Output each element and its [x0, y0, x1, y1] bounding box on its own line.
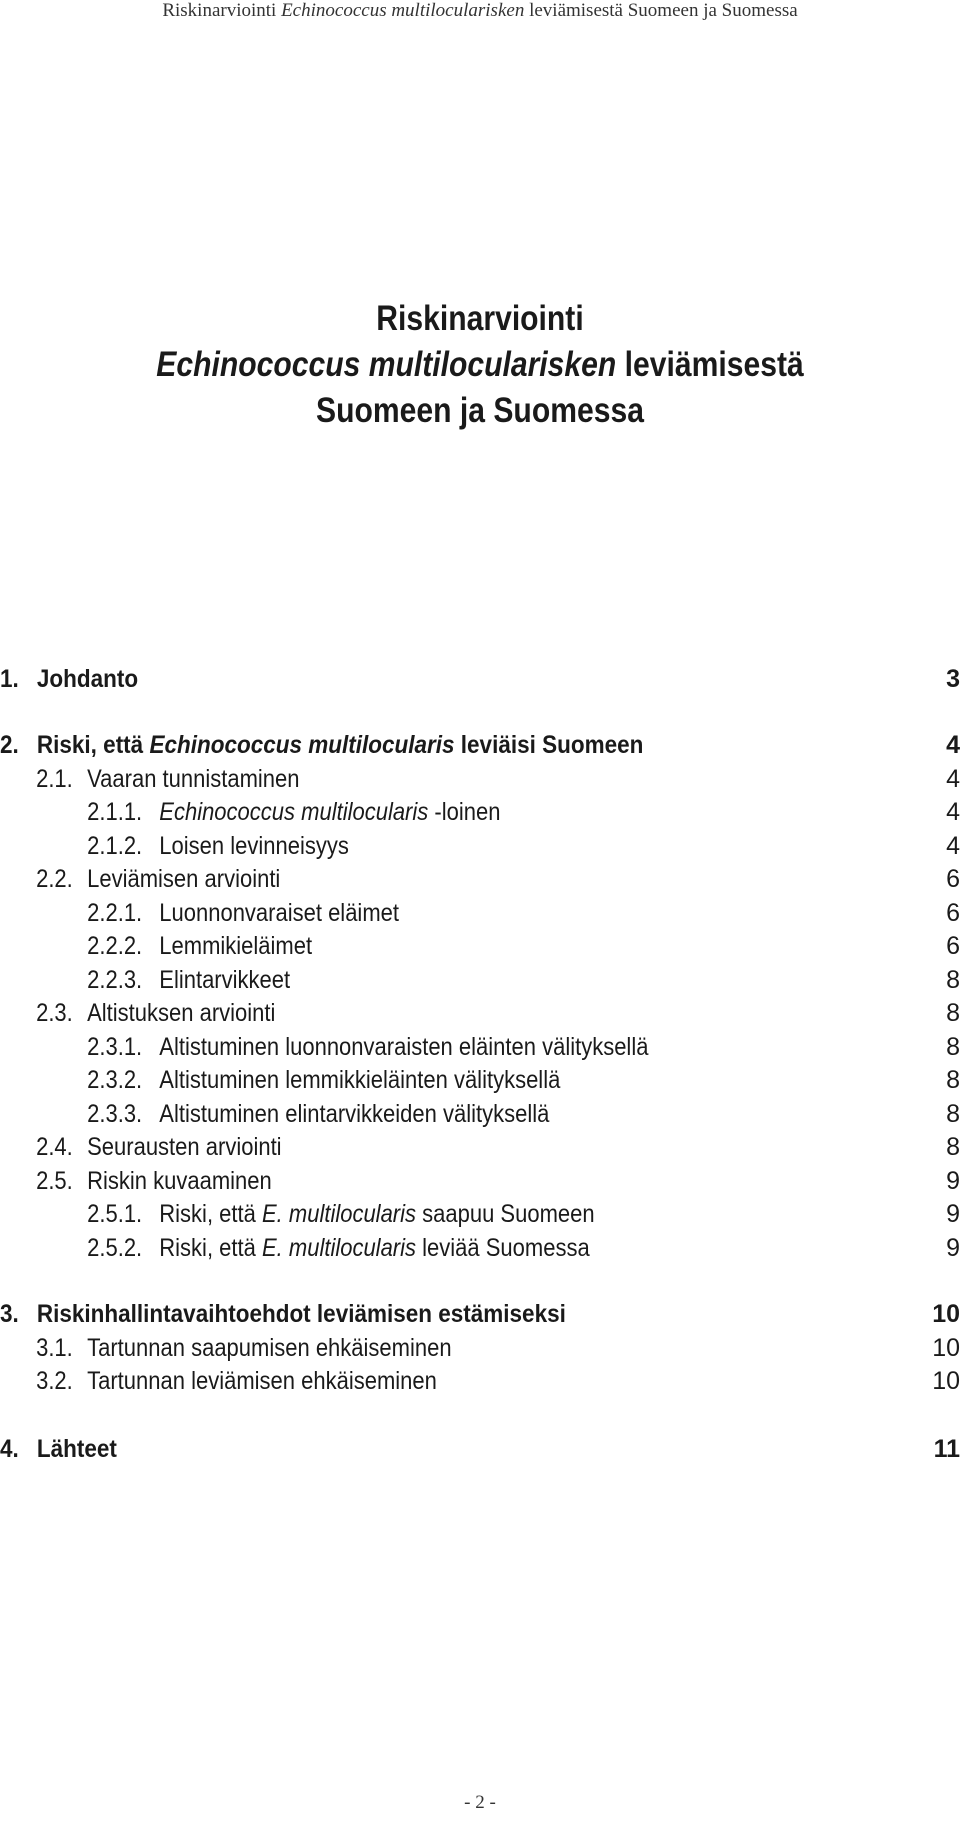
toc-page: 6 — [946, 899, 960, 927]
toc-entry[interactable] — [0, 929, 960, 963]
toc-entry[interactable] — [0, 762, 960, 796]
toc-number: 2.3.1. — [87, 1033, 143, 1061]
toc-number: 2.2.3. — [87, 966, 143, 994]
toc-title: Lähteet — [36, 1435, 117, 1463]
header-species: Echinococcus multilocularisken — [281, 0, 525, 21]
toc-entry[interactable] — [0, 1432, 960, 1466]
toc-page: 6 — [946, 865, 960, 893]
toc-title: Tartunnan saapumisen ehkäiseminen — [87, 1334, 452, 1362]
toc-page: 3 — [946, 665, 960, 693]
page-number: - 2 - — [464, 1792, 496, 1813]
toc-entry[interactable] — [0, 1197, 960, 1231]
title-line-1: Riskinarviointi — [376, 299, 584, 338]
toc-page: 8 — [946, 1133, 960, 1161]
toc-entry[interactable] — [0, 996, 960, 1030]
toc-title: Altistuminen elintarvikkeiden välityksellä — [159, 1100, 550, 1128]
toc-title: Echinococcus multilocularis -loinen — [159, 798, 501, 826]
toc-page: 11 — [933, 1435, 960, 1463]
header-text: Riskinarviointi — [162, 0, 282, 21]
toc-number: 2.3.3. — [87, 1100, 143, 1128]
toc-page: 8 — [946, 1100, 960, 1128]
toc-page: 8 — [946, 999, 960, 1027]
toc-page: 4 — [946, 731, 960, 759]
toc-number: 2.3. — [36, 999, 73, 1027]
toc-page: 10 — [932, 1367, 960, 1395]
toc-number: 1. — [0, 665, 19, 693]
toc-page: 6 — [946, 932, 960, 960]
toc-number: 2.1.2. — [87, 832, 143, 860]
document-title — [67, 296, 893, 434]
toc-page: 8 — [946, 1066, 960, 1094]
toc-page: 4 — [946, 765, 960, 793]
toc-entry[interactable] — [0, 829, 960, 863]
toc-entry[interactable] — [0, 1364, 960, 1398]
toc-entry[interactable] — [0, 1231, 960, 1265]
toc-number: 2.3.2. — [87, 1066, 143, 1094]
toc-entry[interactable] — [0, 1097, 960, 1131]
toc-title: Johdanto — [36, 665, 139, 693]
toc-page: 4 — [946, 832, 960, 860]
toc-page: 9 — [946, 1167, 960, 1195]
toc-title: Seurausten arviointi — [87, 1133, 282, 1161]
toc-title: Riski, että E. multilocularis saapuu Suomeen — [159, 1200, 595, 1228]
toc-title: Riskin kuvaaminen — [87, 1167, 272, 1195]
toc-number: 2.5.1. — [87, 1200, 143, 1228]
toc-entry[interactable] — [0, 963, 960, 997]
toc-title: Altistuksen arviointi — [87, 999, 276, 1027]
toc-page: 9 — [946, 1200, 960, 1228]
toc-number: 2.4. — [36, 1133, 73, 1161]
toc-title: Loisen levinneisyys — [159, 832, 349, 860]
toc-title: Leviämisen arviointi — [87, 865, 281, 893]
toc-title: Riski, että Echinococcus multilocularis leviäisi Suomeen — [36, 731, 644, 759]
toc-title: Riskinhallintavaihtoehdot leviämisen estämiseksi — [36, 1300, 566, 1328]
toc-page: 9 — [946, 1234, 960, 1262]
toc-number: 2.2.1. — [87, 899, 143, 927]
toc-title: Altistuminen luonnonvaraisten eläinten välityksellä — [159, 1033, 649, 1061]
toc-title: Vaaran tunnistaminen — [87, 765, 300, 793]
toc-number: 2.2.2. — [87, 932, 143, 960]
toc-number: 2.1. — [36, 765, 73, 793]
toc-number: 2.1.1. — [87, 798, 143, 826]
toc-entry[interactable] — [0, 1030, 960, 1064]
toc-title: Tartunnan leviämisen ehkäiseminen — [87, 1367, 437, 1395]
toc-title: Elintarvikkeet — [159, 966, 291, 994]
toc-entry[interactable] — [0, 896, 960, 930]
toc-number: 3. — [0, 1300, 19, 1328]
toc-entry[interactable] — [0, 662, 960, 696]
toc-entry[interactable] — [0, 1297, 960, 1331]
toc-number: 2. — [0, 731, 19, 759]
title-line-2 — [67, 342, 893, 388]
toc-entry[interactable] — [0, 1130, 960, 1164]
toc-page: 10 — [932, 1334, 960, 1362]
toc-title: Riski, että E. multilocularis leviää Suomessa — [159, 1234, 590, 1262]
running-header — [0, 0, 960, 22]
toc-page: 10 — [932, 1300, 960, 1328]
toc-number: 3.2. — [36, 1367, 73, 1395]
toc-entry[interactable] — [0, 1331, 960, 1365]
toc-number: 4. — [0, 1435, 19, 1463]
toc-page: 8 — [946, 966, 960, 994]
toc-number: 2.5.2. — [87, 1234, 143, 1262]
toc-entry[interactable] — [0, 728, 960, 762]
toc-entry[interactable] — [0, 1063, 960, 1097]
toc-entry[interactable] — [0, 1164, 960, 1198]
toc-page: 4 — [946, 798, 960, 826]
title-species: Echinococcus multilocularisken — [156, 345, 617, 384]
toc-number: 2.2. — [36, 865, 73, 893]
toc-title: Altistuminen lemmikkieläinten välityksellä — [159, 1066, 561, 1094]
toc-number: 2.5. — [36, 1167, 73, 1195]
header-text-rest: leviämisestä Suomeen ja Suomessa — [524, 0, 798, 21]
toc-number: 3.1. — [36, 1334, 73, 1362]
toc-title: Lemmikieläimet — [159, 932, 313, 960]
toc-entry[interactable] — [0, 795, 960, 829]
toc-entry[interactable] — [0, 862, 960, 896]
title-line-2-rest: leviämisestä — [616, 345, 804, 384]
title-line-3: Suomeen ja Suomessa — [316, 391, 644, 430]
toc-page: 8 — [946, 1033, 960, 1061]
toc-title: Luonnonvaraiset eläimet — [159, 899, 399, 927]
